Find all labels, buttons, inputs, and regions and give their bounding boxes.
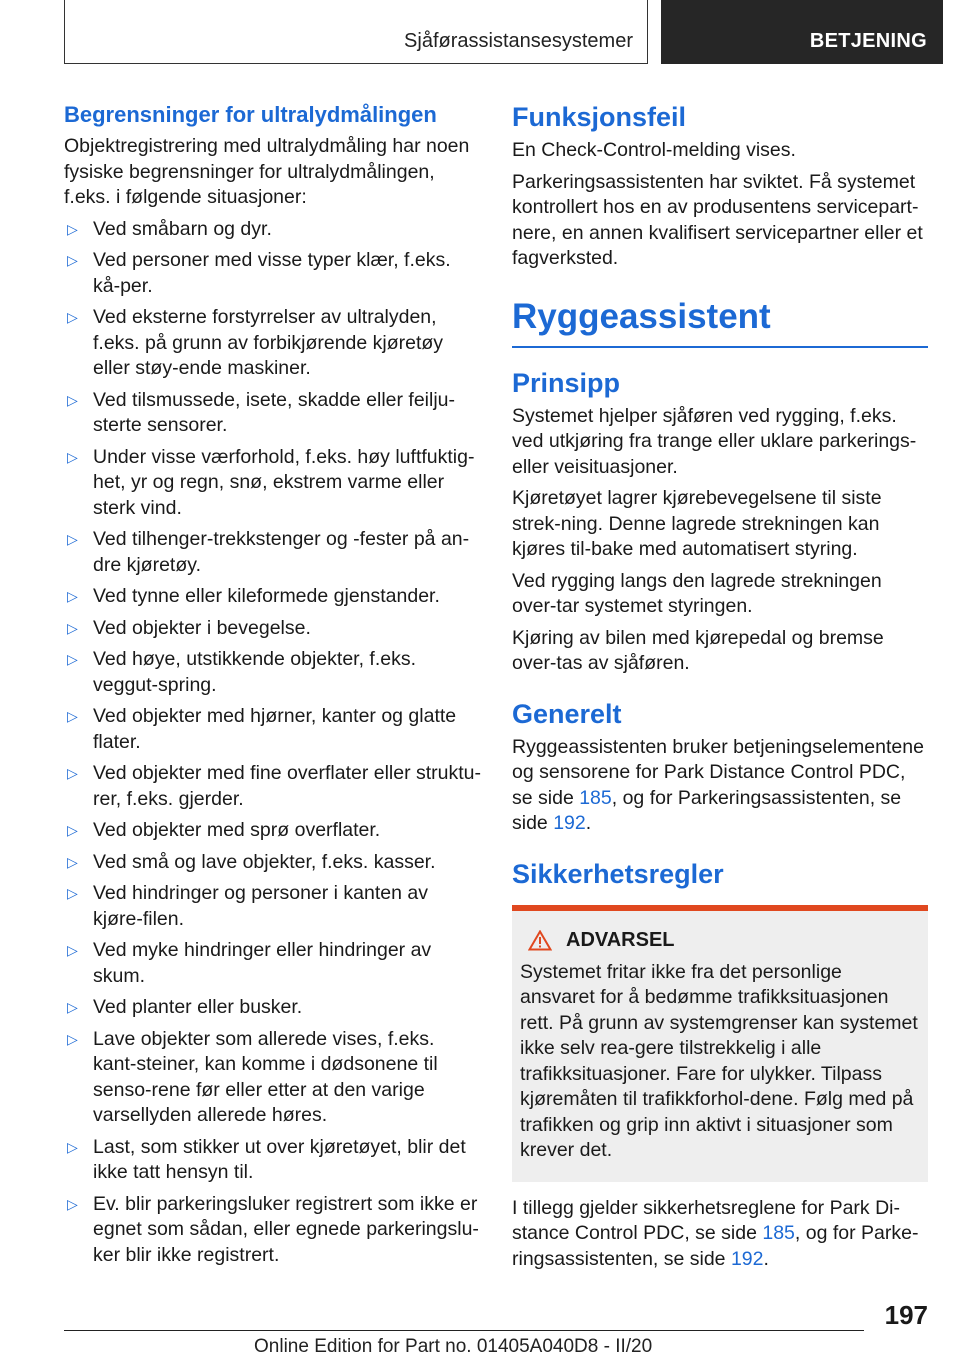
limitations-list (64, 217, 482, 1269)
page-number: 197 (884, 1300, 928, 1330)
triangle-bullet-icon: ▷ (67, 999, 78, 1015)
limitation-item (64, 995, 482, 1021)
footer-edition: Online Edition for Part no. 01405A040D8 - II/20 (254, 1336, 653, 1357)
header-chapter-tab (661, 0, 943, 64)
triangle-bullet-icon: ▷ (67, 588, 78, 604)
triangle-bullet-icon: ▷ (67, 252, 78, 268)
limitation-item (64, 938, 482, 989)
triangle-bullet-icon: ▷ (67, 853, 78, 870)
limitation-item (64, 850, 482, 876)
principle-text-1: Systemet hjelper sjåføren ved rygging, f.eks. ved utkjøring fra trange eller uklare parkerings- eller veisituasjoner. (512, 404, 917, 478)
limitation-item (64, 217, 482, 243)
chapter-title: Ryggeassistent (512, 296, 928, 348)
safety-text: I tillegg gjelder sikkerhetsreglene for Park Di-stance Control PDC, se side 185, og for Parke-ringsassistenten, se side 192. (512, 1196, 919, 1270)
limitation-item-text: Ved småbarn og dyr. (93, 217, 272, 240)
warning-text: Systemet fritar ikke fra det personlige ansvaret for å bedømme trafikksituasjonen rett. På grunn av systemgrenser kan systemet ikke selv rea-gere tilstrekkelig i alle trafikksituasjoner. Fare for ulykker. Tilpass kjøremåten til trafikkforhol-dene. Følg med på trafikken og grip inn aktivt i situasjoner som krever det. (520, 960, 918, 1161)
triangle-bullet-icon: ▷ (67, 619, 78, 636)
triangle-bullet-icon: ▷ (67, 942, 78, 958)
limitation-item (64, 1192, 482, 1269)
limitation-item (64, 761, 482, 812)
page-link-192[interactable]: 192 (553, 812, 586, 834)
limitation-item-text: Ved tilsmussede, isete, skadde eller feilju-sterte sensorer. (93, 388, 456, 436)
triangle-bullet-icon: ▷ (67, 1195, 78, 1212)
page-link-192-safety[interactable]: 192 (730, 1247, 764, 1270)
limitation-item (64, 527, 482, 578)
malfunction-text-2: Parkeringsassistenten har sviktet. Få systemet kontrollert hos en av produsentens servicepart-nere, en annen kvalifisert servicepartner eller et fagverksted. (512, 170, 923, 269)
limitation-item (64, 704, 482, 755)
limitation-item-text: Ved myke hindringer eller hindringer av skum. (93, 939, 432, 987)
principle-text-2: Kjøretøyet lagrer kjørebevegelsene til siste strek-ning. Denne lagrede strekningen kan kjøres til-bake med automatisert styring. (512, 487, 882, 560)
limitation-item-text: Ved tilhenger-trekkstenger og -fester på an-dre kjøretøy. (93, 528, 470, 576)
limitations-intro: Objektregistrering med ultralydmåling har noen fysiske begrensninger for ultralydmålingen, f.eks. i følgende situasjoner: (64, 135, 470, 208)
triangle-bullet-icon: ▷ (67, 708, 78, 724)
header-chapter-label: BETJENING (809, 30, 927, 52)
left-column (64, 100, 482, 1274)
limitation-item-text: Ved tynne eller kileformede gjenstander. (93, 585, 440, 607)
limitation-item-text: Ved høye, utstikkende objekter, f.eks. veggut-spring. (93, 648, 417, 696)
triangle-bullet-icon: ▷ (67, 309, 78, 325)
limitation-item-text: Ved objekter med hjørner, kanter og glatte flater. (93, 705, 457, 753)
limitation-item-text: Ved objekter med fine overflater eller struktu-rer, f.eks. gjerder. (93, 762, 482, 810)
triangle-bullet-icon: ▷ (67, 822, 78, 838)
limitation-item (64, 647, 482, 698)
header-section-box (64, 0, 648, 64)
limitation-item-text: Ved personer med visse typer klær, f.eks. kå-per. (93, 249, 451, 297)
limitation-item-text: Ev. blir parkeringsluker registrert som ikke er egnet som sådan, eller egnede parkeringslu-ker blir ikke registrert. (93, 1192, 479, 1266)
limitation-item (64, 248, 482, 299)
limitation-item (64, 881, 482, 932)
heading-malfunction: Funksjonsfeil (512, 102, 687, 132)
limitation-item (64, 1135, 482, 1186)
warning-box (512, 905, 928, 1182)
limitation-item (64, 305, 482, 382)
heading-general: Generelt (512, 698, 622, 729)
triangle-bullet-icon: ▷ (67, 391, 78, 408)
limitation-item-text: Ved objekter i bevegelse. (93, 616, 311, 639)
limitation-item-text: Ved planter eller busker. (93, 996, 303, 1018)
heading-principle: Prinsipp (512, 367, 621, 398)
limitation-item (64, 616, 482, 642)
limitation-item-text: Lave objekter som allerede vises, f.eks. kant-steiner, kan komme i dødsonene til senso-rene før eller etter at den varige varsellyden allerede høres. (93, 1027, 438, 1126)
triangle-bullet-icon: ▷ (67, 1030, 78, 1047)
page-link-185[interactable]: 185 (579, 786, 612, 809)
triangle-bullet-icon: ▷ (67, 220, 78, 237)
triangle-bullet-icon: ▷ (67, 1138, 78, 1155)
limitation-item (64, 1027, 482, 1129)
right-column (512, 100, 928, 1272)
footer-divider (64, 1330, 864, 1331)
principle-text-4: Kjøring av bilen med kjørepedal og bremse over-tas av sjåføren. (512, 626, 884, 674)
limitation-item (64, 388, 482, 439)
principle-text-3: Ved rygging langs den lagrede strekningen over-tar systemet styringen. (512, 569, 882, 617)
limitation-item-text: Last, som stikker ut over kjøretøyet, blir det ikke tatt hensyn til. (93, 1135, 466, 1183)
limitation-item-text: Ved objekter med sprø overflater. (93, 819, 381, 841)
triangle-bullet-icon: ▷ (67, 448, 78, 465)
warning-label: ADVARSEL (566, 928, 675, 951)
header-section-title: Sjåførassistansesystemer (404, 30, 633, 52)
triangle-bullet-icon: ▷ (67, 765, 78, 781)
general-text: Ryggeassistenten bruker betjeningselementene og sensorene for Park Distance Control PDC, se side 185, og for Parkeringsassistenten, se side 192. (512, 735, 924, 834)
limitation-item-text: Ved hindringer og personer i kanten av kjøre-filen. (93, 882, 428, 930)
triangle-bullet-icon: ▷ (67, 885, 78, 901)
heading-safety: Sikkerhetsregler (512, 858, 724, 889)
limitation-item-text: Under visse værforhold, f.eks. høy luftfuktig-het, yr og regn, snø, ekstrem varme eller sterk vind. (93, 445, 475, 519)
limitation-item (64, 445, 482, 522)
triangle-bullet-icon: ▷ (67, 531, 78, 547)
triangle-bullet-icon: ▷ (67, 651, 78, 667)
malfunction-text-1: En Check-Control-melding vises. (512, 139, 796, 161)
warning-title (520, 929, 920, 952)
heading-limitations: Begrensninger for ultralydmålingen (64, 102, 437, 127)
limitation-item (64, 584, 482, 610)
limitation-item-text: Ved eksterne forstyrrelser av ultralyden, f.eks. på grunn av forbikjørende kjøretøy eller støy-ende maskiner. (93, 306, 444, 379)
limitation-item-text: Ved små og lave objekter, f.eks. kasser. (93, 850, 436, 873)
page-link-185-safety[interactable]: 185 (762, 1222, 795, 1244)
limitation-item (64, 818, 482, 844)
warning-triangle-icon (528, 930, 552, 951)
